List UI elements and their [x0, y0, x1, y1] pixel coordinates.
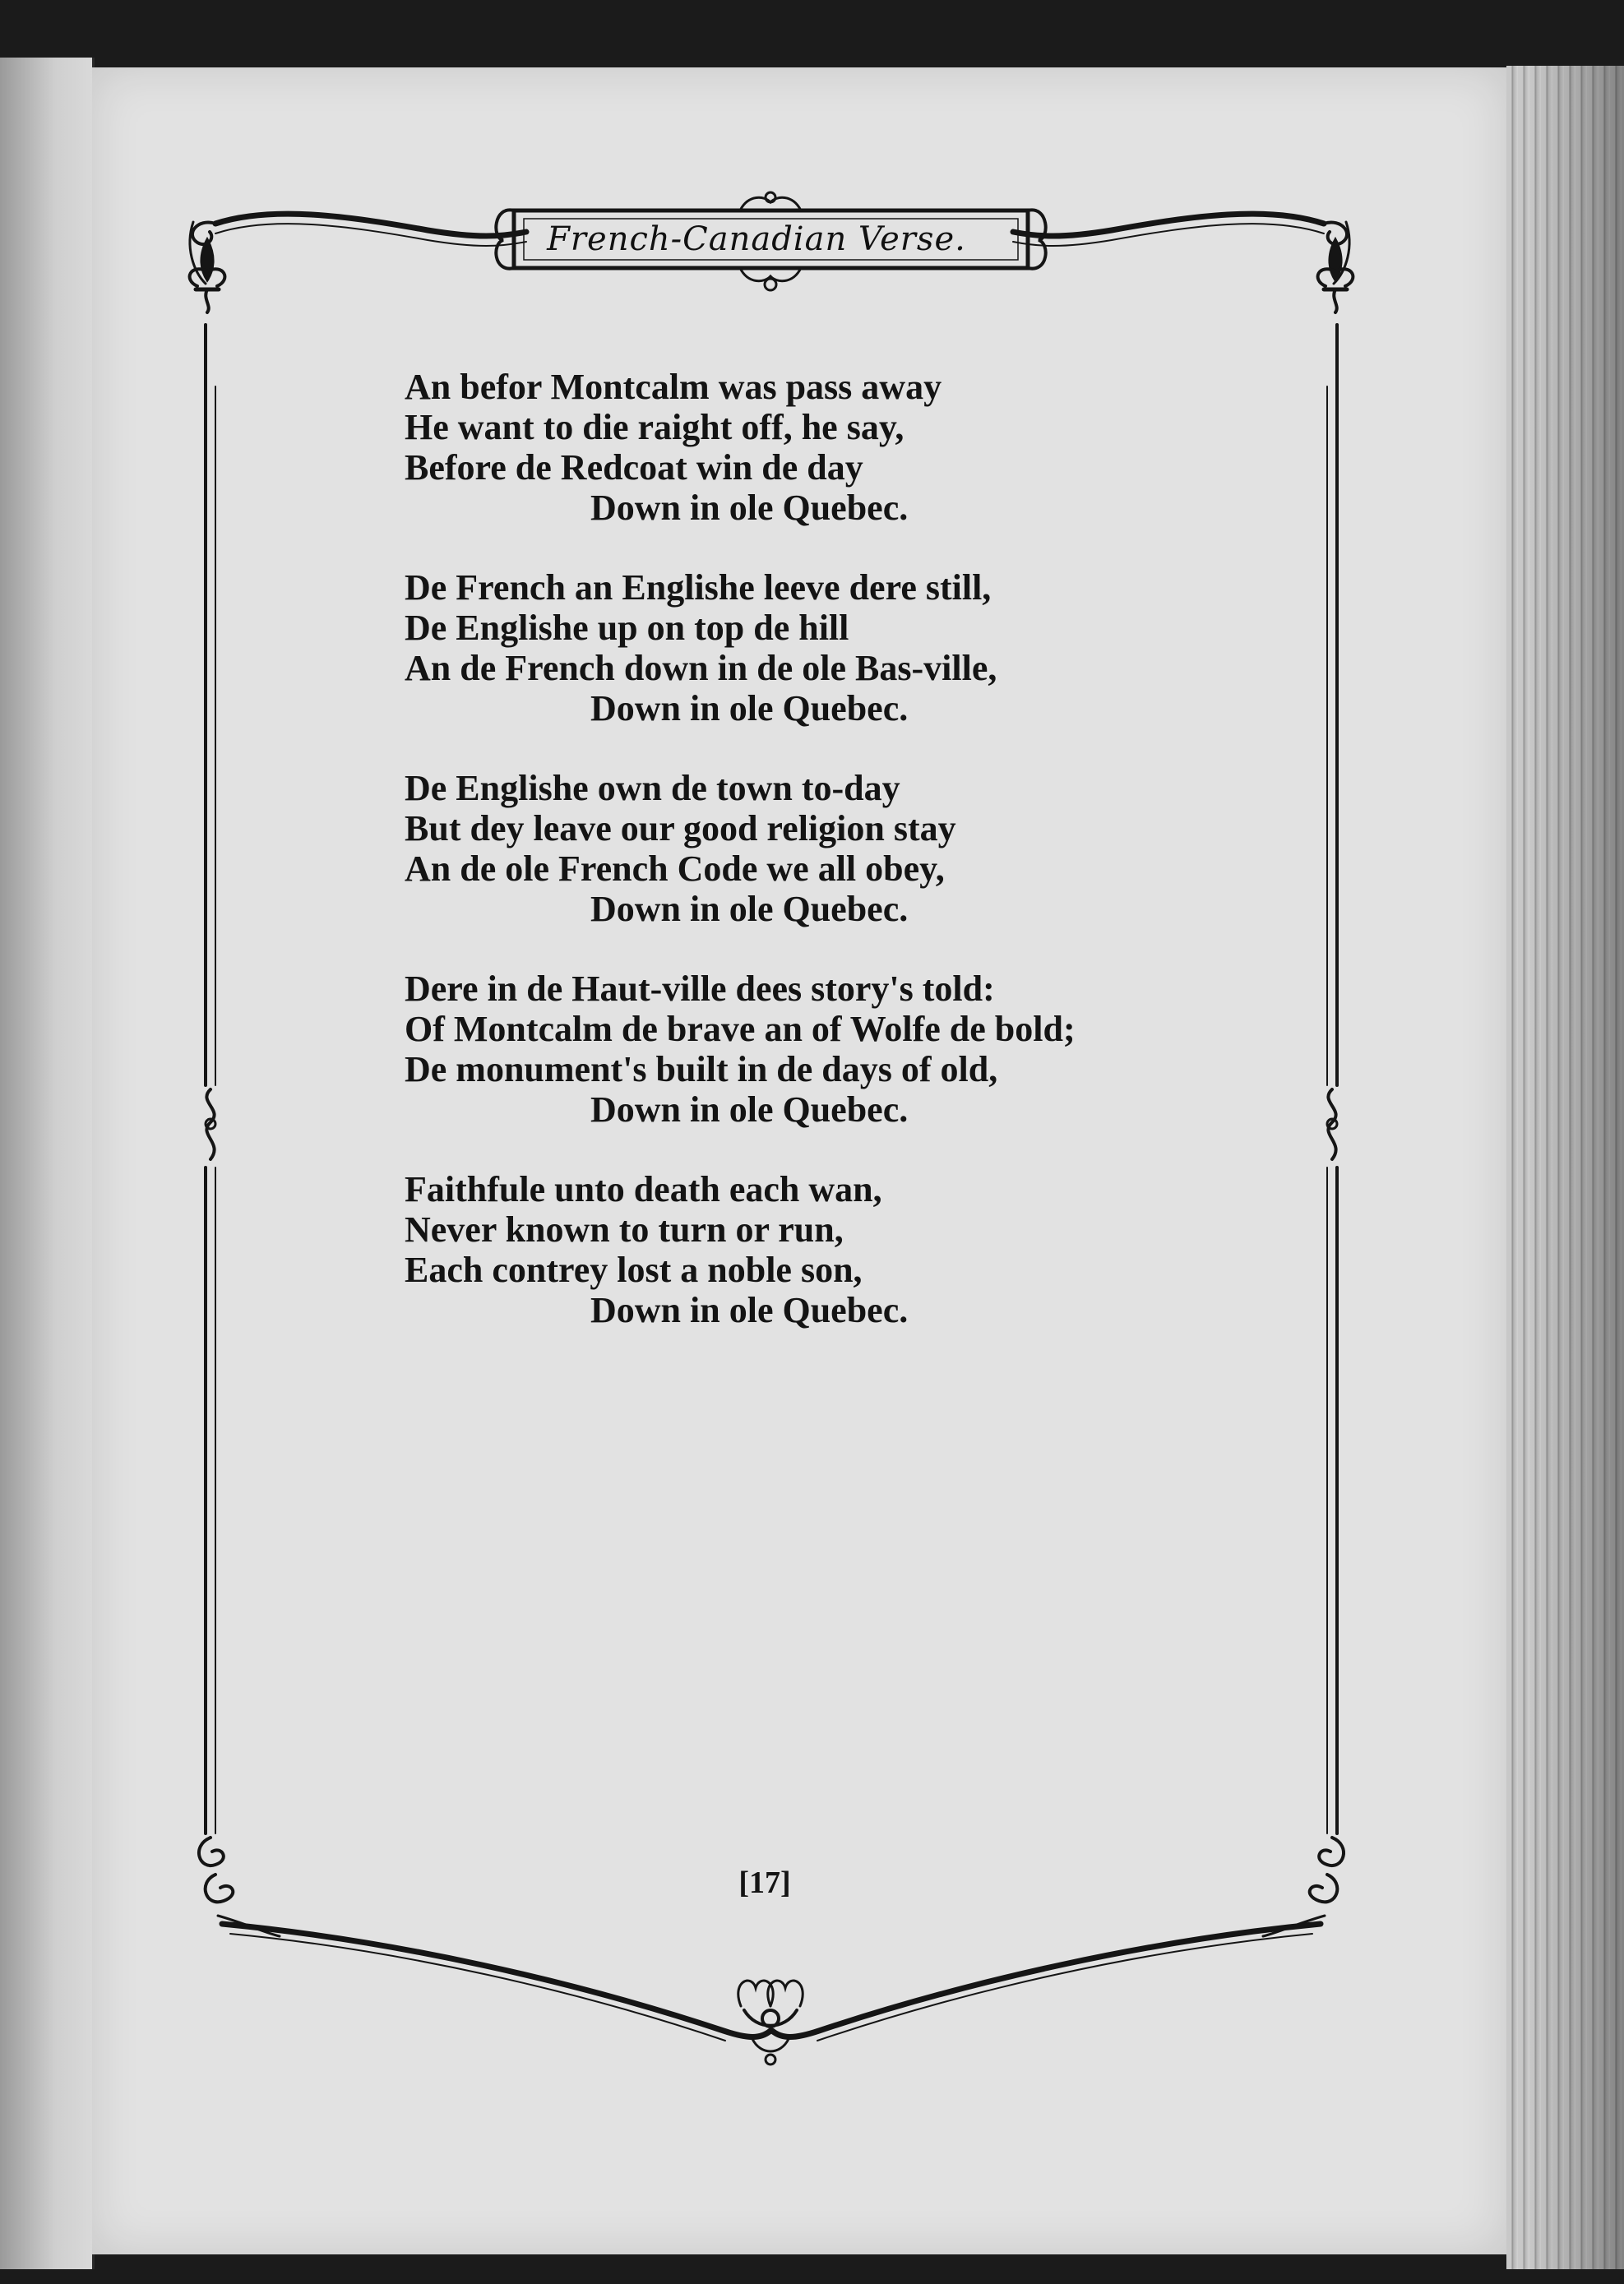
poem-refrain: Down in ole Quebec.: [590, 889, 909, 929]
page-number: [17]: [738, 1866, 791, 1900]
poem-line: Of Montcalm de brave an of Wolfe de bold;: [405, 1009, 1076, 1049]
poem-refrain: Down in ole Quebec.: [590, 1290, 909, 1330]
poem-line: Before de Redcoat win de day: [405, 447, 863, 488]
poem-line: An befor Montcalm was pass away: [405, 367, 942, 407]
running-head: French-Canadian Verse.: [547, 220, 966, 258]
poem-line: Dere in de Haut-ville dees story's told:: [405, 969, 995, 1009]
poem-refrain: Down in ole Quebec.: [590, 688, 909, 728]
poem-line: De French an Englishe leeve dere still,: [405, 567, 992, 608]
poem-line: De Englishe own de town to-day: [405, 768, 900, 808]
stanza: [405, 367, 1309, 528]
poem-line: De Englishe up on top de hill: [405, 608, 849, 648]
poem-body: [405, 367, 1309, 1370]
poem-refrain: Down in ole Quebec.: [590, 1089, 909, 1130]
stanza: [405, 969, 1309, 1130]
poem-line: Never known to turn or run,: [405, 1209, 844, 1250]
stanza: [405, 567, 1309, 728]
poem-line: De monument's built in de days of old,: [405, 1049, 998, 1089]
poem-refrain: Down in ole Quebec.: [590, 488, 909, 528]
poem-line: An de French down in de ole Bas-ville,: [405, 648, 997, 688]
poem-line: Each contrey lost a noble son,: [405, 1250, 863, 1290]
poem-line: He want to die raight off, he say,: [405, 407, 905, 447]
poem-line: An de ole French Code we all obey,: [405, 848, 945, 889]
poem-line: But dey leave our good religion stay: [405, 808, 956, 848]
poem-line: Faithfule unto death each wan,: [405, 1169, 882, 1209]
stanza: [405, 1169, 1309, 1330]
stanza: [405, 768, 1309, 929]
